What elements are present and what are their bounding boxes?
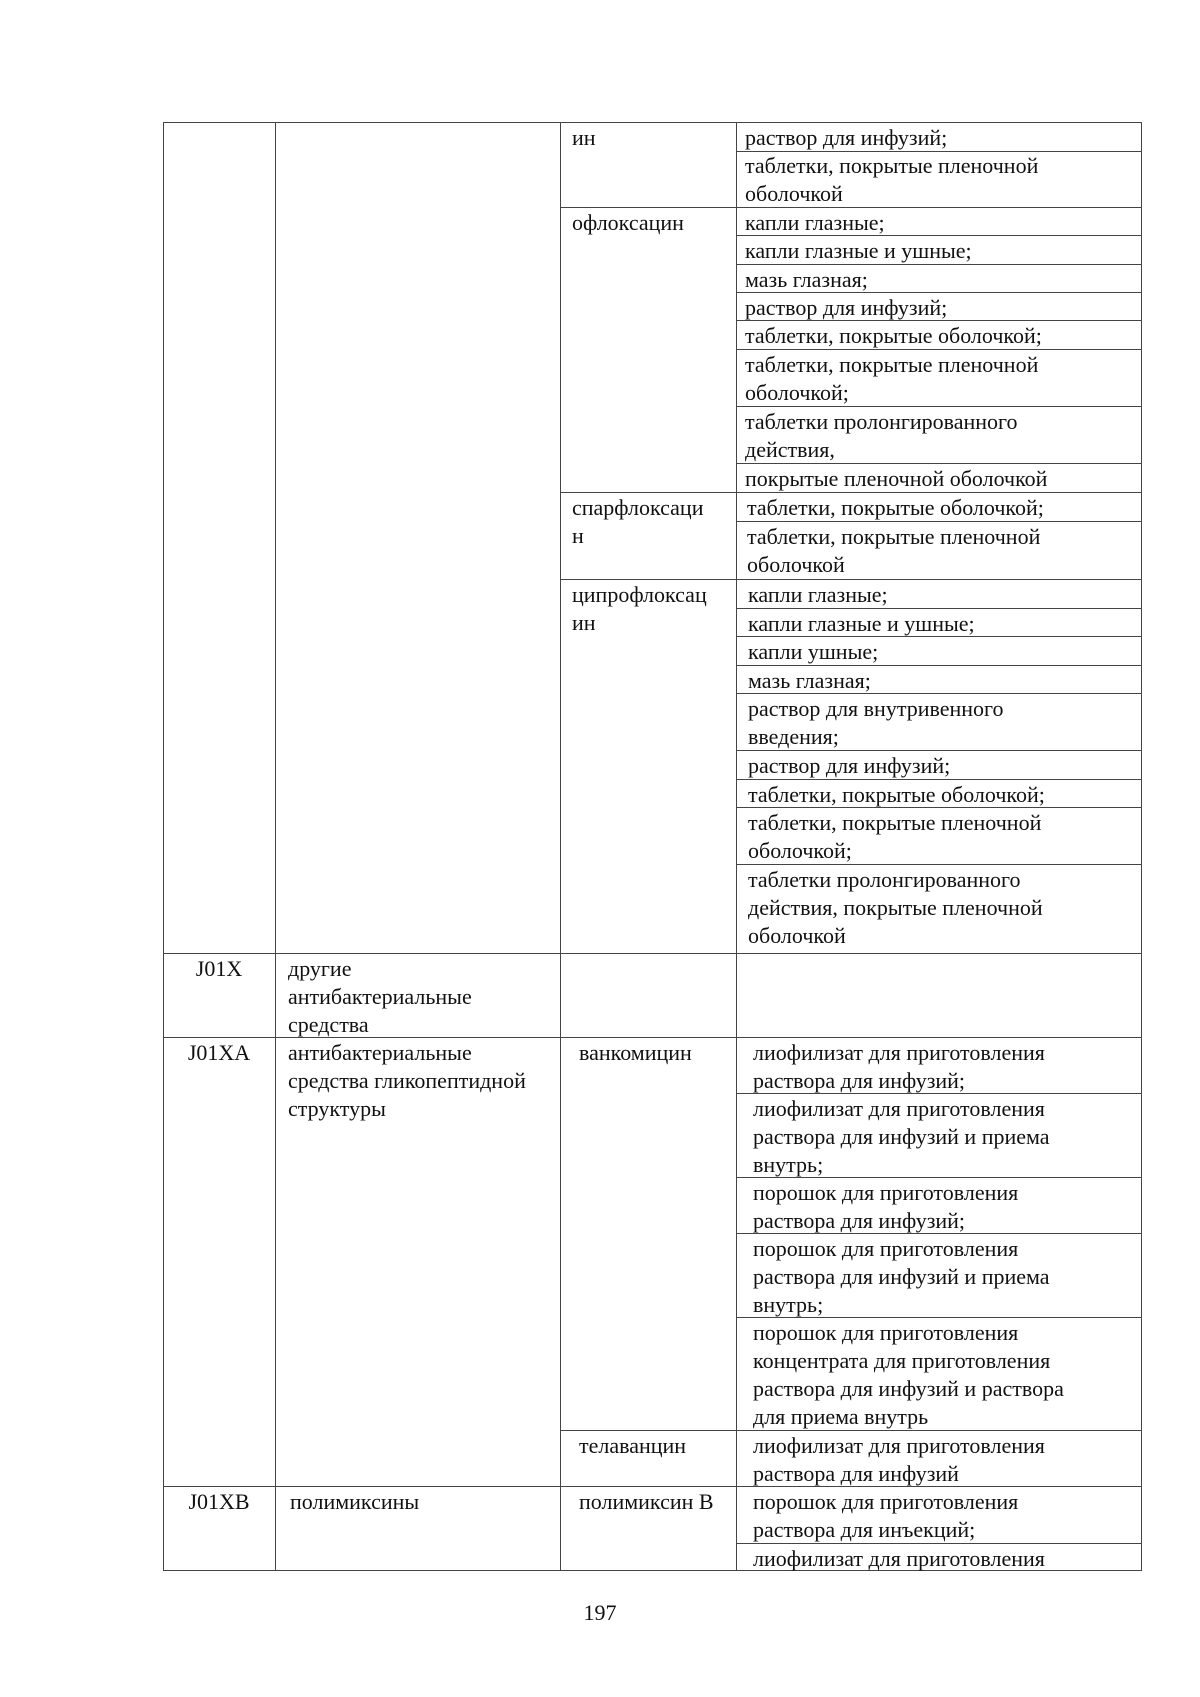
drug-name: ванкомицин [579,1040,692,1065]
drug-name: офлоксацин [572,210,684,235]
dosage-form: лиофилизат для приготовления раствора для инфузий; [753,1040,1045,1093]
page-number: 197 [583,1600,617,1625]
dosage-form: лиофилизат для приготовления раствора для инфузий и приема внутрь; [753,1096,1050,1177]
dosage-form: порошок для приготовления раствора для инъекций; [753,1489,1019,1542]
atc-code: J01XB [188,1489,250,1514]
atc-group-name: другие антибактериальные средства [288,956,472,1037]
row-divider [560,579,1142,580]
dosage-form: порошок для приготовления раствора для инфузий; [753,1180,1019,1233]
dosage-form: лиофилизат для приготовления раствора для инфузий [753,1433,1045,1486]
dosage-form: капли ушные; [748,639,879,664]
dosage-form: таблетки пролонгированного действия, покрытые пленочной оболочкой [748,867,1043,948]
dosage-form: раствор для инфузий; [745,125,948,150]
dosage-form: таблетки пролонгированного действия, [745,409,1018,462]
drug-name: ин [572,125,596,150]
atc-group-name: полимиксины [290,1489,420,1514]
dosage-form: раствор для внутривенного введения; [748,696,1004,749]
atc-group-name: антибактериальные средства гликопептидной структуры [288,1040,526,1121]
dosage-form: раствор для инфузий; [745,295,948,320]
atc-code: J01X [195,956,243,981]
dosage-form: капли глазные; [745,210,885,235]
dosage-form: порошок для приготовления раствора для инфузий и приема внутрь; [753,1236,1050,1317]
dosage-form: капли глазные; [748,582,888,607]
dosage-form: мазь глазная; [745,267,868,292]
drug-name: полимиксин В [579,1489,714,1514]
atc-code: J01XA [187,1040,251,1065]
column-divider [736,122,737,1571]
dosage-form: таблетки, покрытые пленочной оболочкой [745,153,1039,206]
dosage-form: покрытые пленочной оболочкой [745,466,1048,491]
drug-name: ципрофлоксац ин [572,582,707,635]
row-divider [163,953,1142,954]
dosage-form: раствор для инфузий; [748,753,951,778]
dosage-form: капли глазные и ушные; [745,238,972,263]
column-divider [560,122,561,1571]
drug-name: спарфлоксаци н [572,495,704,548]
dosage-form: таблетки, покрытые оболочкой; [747,495,1044,520]
dosage-form: мазь глазная; [748,668,871,693]
column-divider [275,122,276,1571]
dosage-form: таблетки, покрытые оболочкой; [748,782,1045,807]
dosage-form: таблетки, покрытые пленочной оболочкой; [745,352,1039,405]
dosage-form: порошок для приготовления концентрата для приготовления раствора для инфузий и раствора для приема внутрь [753,1320,1064,1429]
drug-name: телаванцин [579,1433,687,1458]
dosage-form: таблетки, покрытые оболочкой; [745,323,1042,348]
dosage-form: таблетки, покрытые пленочной оболочкой [747,524,1041,577]
dosage-form: капли глазные и ушные; [748,611,975,636]
dosage-form: лиофилизат для приготовления [753,1546,1045,1571]
dosage-form: таблетки, покрытые пленочной оболочкой; [748,810,1042,863]
